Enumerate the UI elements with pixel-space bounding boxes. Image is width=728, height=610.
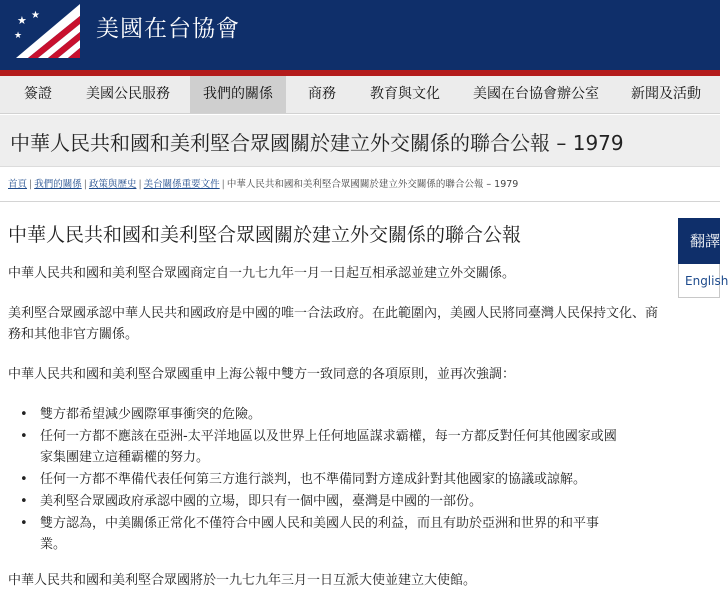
list-item (20, 469, 620, 490)
title-band (0, 115, 720, 167)
list-item (20, 513, 620, 555)
article-heading: 中華人民共和國和美利堅合眾國關於建立外交關係的聯合公報 (8, 224, 522, 246)
bullet-icon: • (20, 494, 28, 509)
article-paragraph-3: 中華人民共和國和美利堅合眾國重申上海公報中雙方一致同意的各項原則，並再次強調： (8, 367, 516, 382)
translate-widget (678, 218, 728, 298)
nav-item-our-relationship[interactable]: 我們的關係 (190, 76, 286, 113)
breadcrumb-separator: | (83, 179, 87, 190)
list-item-text: 雙方都希望減少國際軍事衝突的危險。 (40, 407, 262, 422)
bullet-icon: • (20, 407, 28, 422)
list-item-text: 任何一方都不準備代表任何第三方進行談判，也不準備同對方達成針對其他國家的協議或諒解。 (40, 472, 587, 487)
breadcrumb-policy-history[interactable]: 政策與歷史 (88, 179, 137, 190)
breadcrumb-key-documents[interactable]: 美台關係重要文件 (143, 179, 220, 190)
bullet-icon: • (20, 516, 28, 531)
flag-logo-icon[interactable] (8, 4, 80, 58)
breadcrumb-current: 中華人民共和國和美利堅合眾國關於建立外交關係的聯合公報 – 1979 (226, 179, 519, 190)
bullet-icon: • (20, 472, 28, 487)
principles-list (20, 404, 658, 555)
svg-text:★: ★ (14, 31, 23, 41)
breadcrumb-our-relationship[interactable]: 我們的關係 (34, 179, 82, 190)
main-nav (0, 76, 720, 114)
breadcrumb-separator: | (138, 179, 142, 190)
article-paragraph-2: 美利堅合眾國承認中華人民共和國政府是中國的唯一合法政府。在此範圍內，美國人民將同臺灣人民保持文化、商務和其他非官方關係。 (8, 306, 659, 342)
translate-english-link[interactable]: English (685, 274, 728, 288)
nav-item-education-culture[interactable]: 教育與文化 (370, 86, 440, 102)
article-body (8, 220, 658, 610)
breadcrumb (8, 176, 518, 190)
nav-item-business[interactable]: 商務 (308, 86, 336, 102)
flag-logo-graphic (8, 4, 80, 58)
article-paragraph-1: 中華人民共和國和美利堅合眾國商定自一九七九年一月一日起互相承認並建立外交關係。 (8, 266, 516, 281)
svg-text:★: ★ (31, 10, 40, 21)
translate-heading: 翻譯 (678, 218, 720, 264)
site-header (0, 0, 720, 70)
list-item (20, 426, 620, 468)
list-item-text: 美利堅合眾國政府承認中國的立場，即只有一個中國，臺灣是中國的一部份。 (40, 494, 483, 509)
page-title: 中華人民共和國和美利堅合眾國關於建立外交關係的聯合公報 – 1979 (10, 131, 624, 155)
translate-body (678, 264, 728, 298)
content-divider (0, 201, 720, 202)
nav-item-visas[interactable]: 簽證 (24, 86, 52, 102)
bullet-icon: • (20, 429, 28, 444)
site-title[interactable]: 美國在台協會 (96, 16, 240, 42)
breadcrumb-separator: | (29, 179, 33, 190)
list-item (20, 404, 620, 425)
breadcrumb-separator: | (221, 179, 225, 190)
nav-item-news-events[interactable]: 新聞及活動 (631, 86, 701, 102)
nav-item-ait-offices[interactable]: 美國在台協會辦公室 (473, 86, 599, 102)
breadcrumb-home[interactable]: 首頁 (8, 179, 28, 190)
article-paragraph-4: 中華人民共和國和美利堅合眾國將於一九七九年三月一日互派大使並建立大使館。 (8, 573, 477, 588)
list-item-text: 雙方認為，中美關係正常化不僅符合中國人民和美國人民的利益，而且有助於亞洲和世界的和平事業。 (40, 516, 600, 552)
list-item (20, 491, 620, 512)
nav-item-citizen-services[interactable]: 美國公民服務 (86, 86, 170, 102)
list-item-text: 任何一方都不應該在亞洲-太平洋地區以及世界上任何地區謀求霸權，每一方都反對任何其他國家或國家集團建立這種霸權的努力。 (40, 429, 617, 465)
svg-text:★: ★ (17, 14, 27, 27)
